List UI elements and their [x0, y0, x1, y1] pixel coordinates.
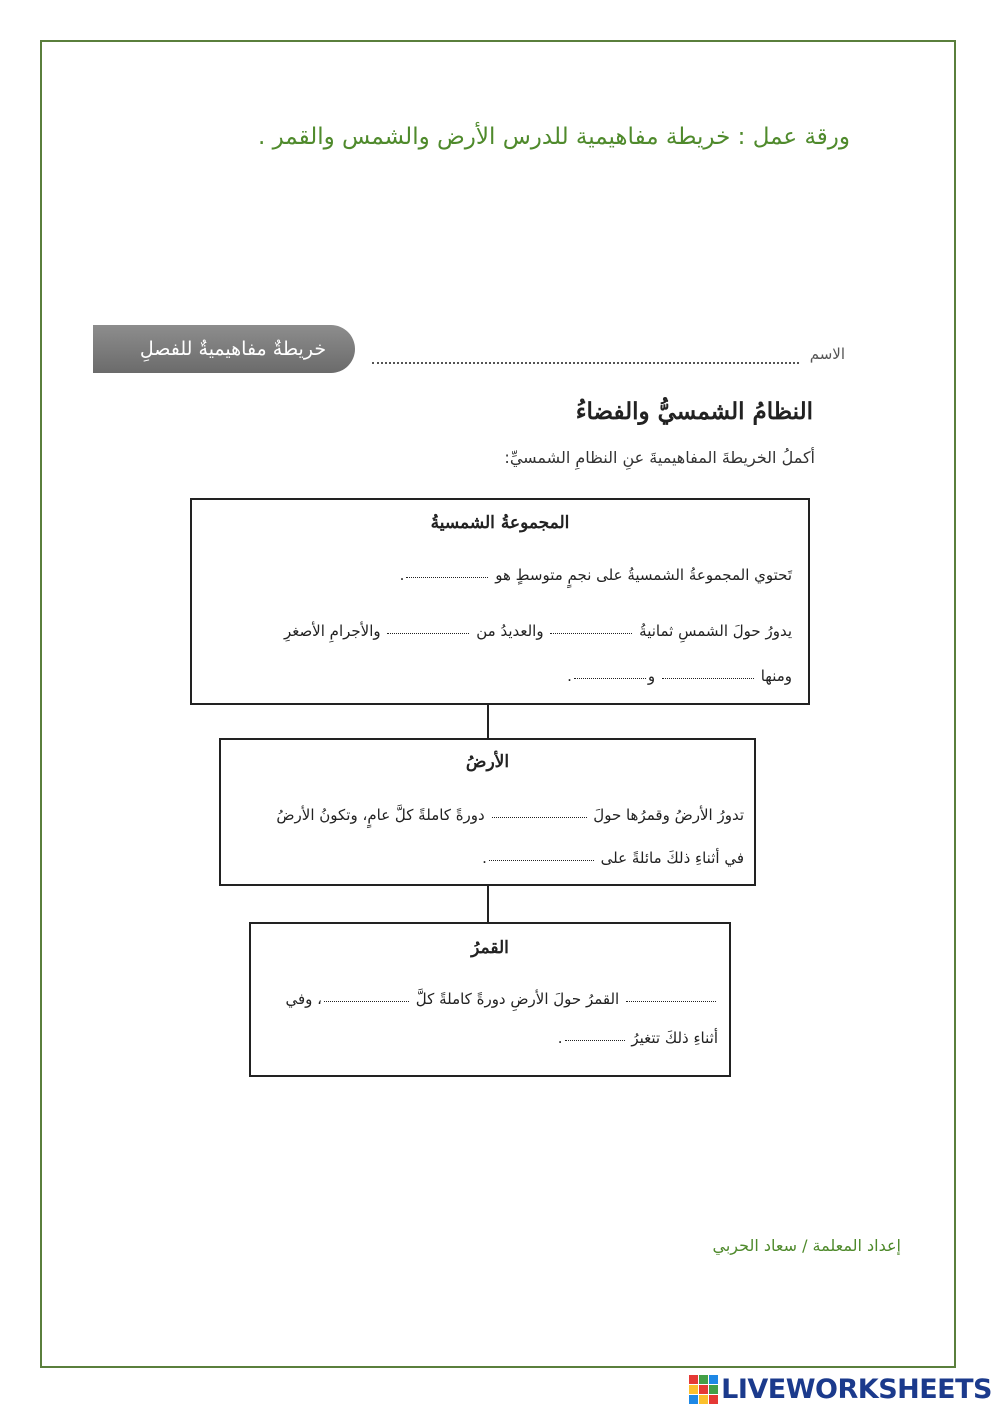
logo-text: LIVEWORKSHEETS	[721, 1374, 992, 1405]
connector-line	[487, 886, 489, 922]
earth-box	[219, 738, 756, 886]
name-field[interactable]	[372, 362, 799, 364]
moon-box	[249, 922, 731, 1077]
connector-line	[487, 705, 489, 738]
earth-title: الأرضُ	[465, 752, 510, 772]
answer-blank[interactable]	[406, 576, 488, 578]
answer-blank[interactable]	[324, 1000, 409, 1002]
answer-blank[interactable]	[662, 677, 754, 679]
answer-blank[interactable]	[387, 632, 469, 634]
moon-line-2: أثناءِ ذلكَ تتغيرُ .	[557, 1029, 718, 1047]
name-label: الاسم	[809, 345, 845, 363]
earth-line-2: في أثناءِ ذلكَ مائلةً على .	[482, 849, 744, 867]
earth-line-1: تدورُ الأرضُ وقمرُها حولَ دورةً كاملةً كلَّ عامٍ، وتكونُ الأرضُ	[276, 806, 744, 824]
worksheet-title: ورقة عمل : خريطة مفاهيمية للدرس الأرض والشمس والقمر .	[257, 124, 850, 150]
answer-blank[interactable]	[565, 1039, 625, 1041]
answer-blank[interactable]	[489, 859, 594, 861]
answer-blank[interactable]	[626, 1000, 716, 1002]
instruction-text: أكملُ الخريطةَ المفاهيميةَ عنِ النظامِ الشمسيِّ:	[504, 448, 815, 467]
moon-title: القمرُ	[471, 938, 509, 958]
solar-system-line-3: ومنها و.	[567, 667, 792, 685]
answer-blank[interactable]	[574, 677, 646, 679]
solar-system-line-1: تَحتوي المجموعةُ الشمسيةُ على نجمٍ متوسطٍ هو .	[399, 566, 792, 584]
answer-blank[interactable]	[550, 632, 632, 634]
concept-map-badge: خريطةٌ مفاهيميةٌ للفصلِ	[93, 325, 355, 373]
section-title: النظامُ الشمسيُّ والفضاءُ	[575, 398, 813, 425]
logo-grid-icon	[689, 1375, 718, 1404]
author-credit: إعداد المعلمة / سعاد الحربي	[712, 1236, 901, 1255]
solar-system-box	[190, 498, 810, 705]
answer-blank[interactable]	[492, 816, 587, 818]
solar-system-line-2: يدورُ حولَ الشمسِ ثمانيةُ والعديدُ من والأجرامِ الأصغرِ	[283, 622, 792, 640]
moon-line-1: القمرُ حولَ الأرضِ دورةً كاملةً كلَّ ، وفي	[285, 990, 718, 1008]
liveworksheets-logo	[689, 1374, 992, 1405]
solar-system-title: المجموعةُ الشمسيةُ	[430, 513, 570, 533]
